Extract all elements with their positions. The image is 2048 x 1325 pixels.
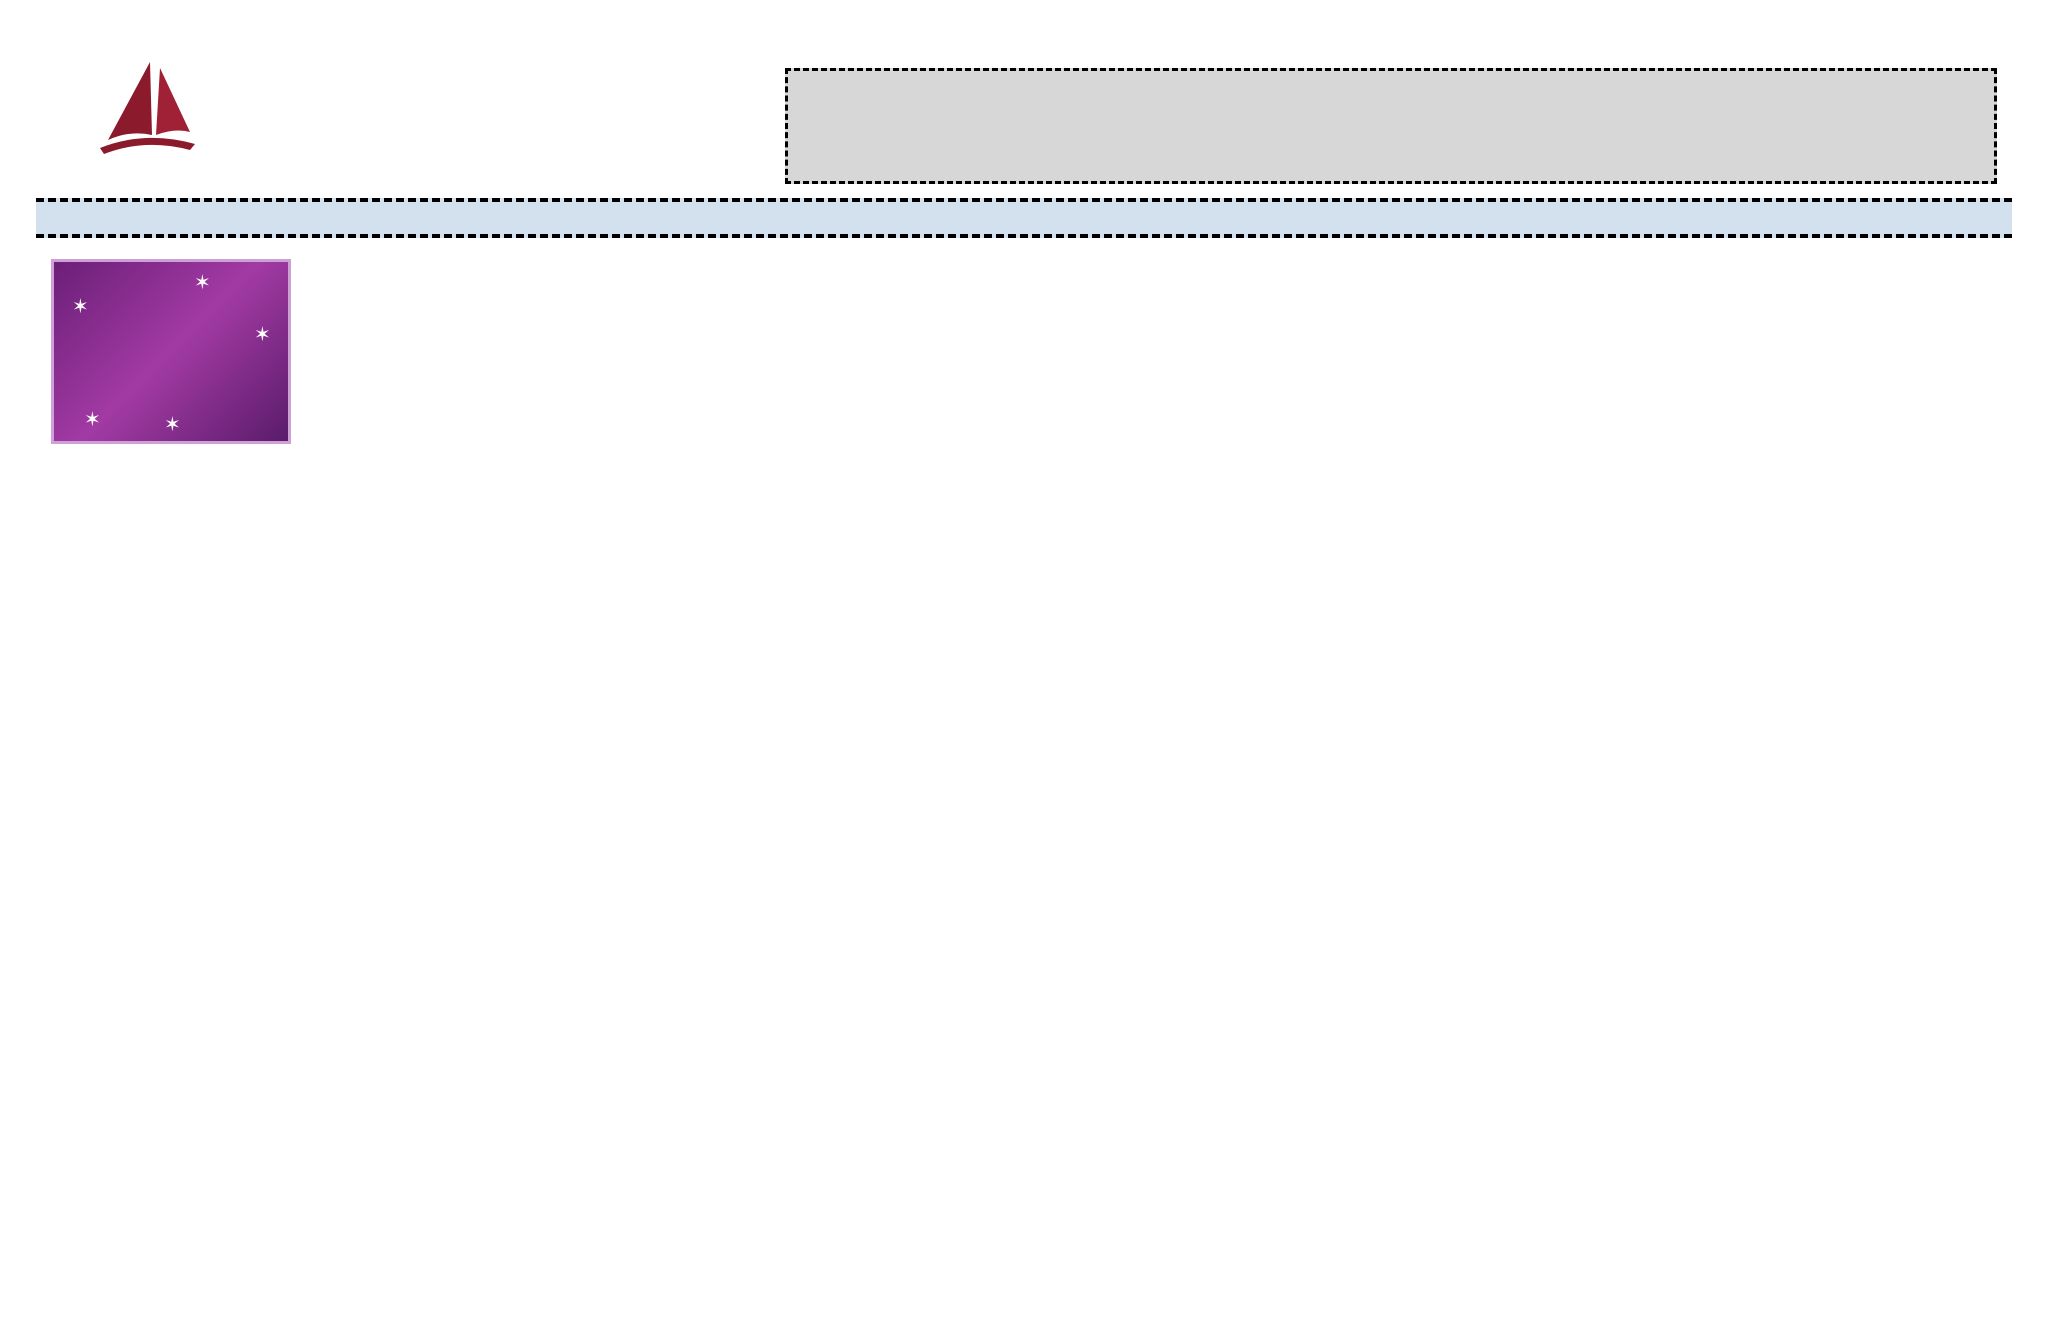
star-icon: ✶ [84,409,101,431]
weekday-header [36,198,2012,238]
logo [50,60,250,190]
room-key [785,68,1997,184]
star-icon: ✶ [72,296,89,318]
star-icon: ✶ [194,272,211,294]
star-icon: ✶ [254,324,271,346]
star-icon: ✶ [164,414,181,436]
sailboat-logo-icon [90,60,200,155]
happy-new-year-image [51,259,291,444]
